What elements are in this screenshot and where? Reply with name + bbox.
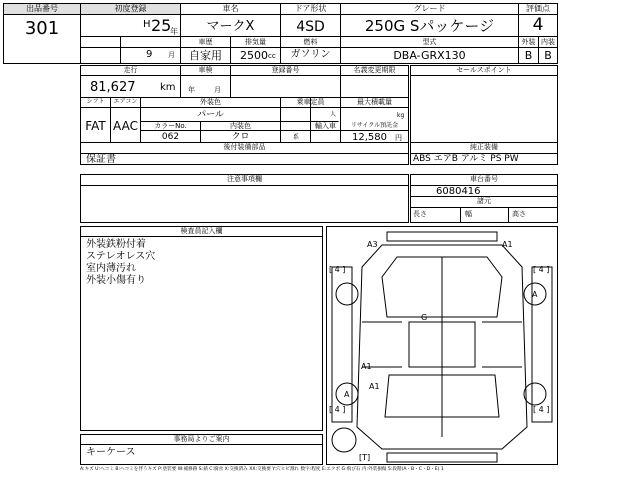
displacement: 2500 [240,49,268,62]
mileage-unit: km [160,82,176,93]
first-reg-label: 初度登録 [114,4,147,13]
car-name: マークX [206,19,255,34]
ext-grade: B [524,49,533,62]
damage-mark: A [532,290,538,299]
dimensions-label: 諸元 [477,197,491,205]
office-label: 事務局よりご案内 [173,435,230,443]
inspection-label: 車検 [198,66,213,74]
inspector-label: 検査員記入欄 [180,227,223,235]
equipment: ABS エアB アルミ PS PW [413,154,519,164]
chassis-number: 6080416 [436,186,481,197]
tire-mark: [ 4 ] [533,265,550,274]
spare-mark: [T] [359,453,371,462]
tire-mark: [ 4 ] [533,405,550,414]
mileage-label: 走行 [123,66,138,74]
model-code: DBA-GRX130 [393,49,466,62]
import-label: 輸入車 [315,122,336,130]
inspector-line: 室内薄汚れ [86,263,136,274]
car-type: 自家用 [189,49,222,62]
displacement-unit: cc [268,52,276,60]
model-label: 型式 [422,38,437,46]
inspector-line: 外装小傷有り [86,275,146,286]
tire-mark: [ 4 ] [329,265,346,274]
length-label: 長さ [413,210,427,218]
year-suffix: 年 [170,27,178,36]
chassis-label: 車台番号 [470,175,498,183]
overall-score: 4 [532,15,544,35]
aftermarket-label: 後付装備部品 [223,143,266,151]
shift-label: シフト [86,98,105,105]
damage-mark: A1 [502,240,513,249]
inspection-year: 年 [188,86,195,94]
era-year: 25 [151,16,172,35]
grade: 250G Sパッケージ [364,17,495,35]
first-reg-month: 9 [146,49,153,60]
ext-grade-label: 外装 [521,38,536,46]
damage-mark: A3 [367,240,378,249]
damage-mark: A1 [369,382,380,391]
equipment-label: 純正装備 [470,143,498,151]
color-number: 062 [161,132,180,142]
mileage: 81,627 [90,80,136,95]
inspector-line: 外装鉄粉付着 [86,239,146,250]
notes-label: 注意事項欄 [227,175,262,183]
capacity-unit: 人 [330,111,337,118]
office-note: キーケース [86,447,136,458]
era: H [143,19,151,30]
lot-label: 出品番号 [26,4,58,13]
displacement-label: 排気量 [245,38,266,46]
recycle-unit: 円 [395,134,402,142]
max-load-label: 最大積載量 [357,98,392,106]
int-color-label: 内装色 [230,122,251,130]
inspector-line: ステレオレス穴 [86,251,156,262]
shift: FAT [85,119,106,133]
damage-mark: A [344,390,350,399]
tire-mark: [ 4 ] [329,405,346,414]
door-label: ドア形状 [294,4,327,13]
int-grade: B [544,49,552,62]
door-type: 4SD [296,19,325,35]
fuel: ガソリン [290,49,331,60]
int-color: クロ [231,132,250,142]
sales-point-label: セールスポイント [456,66,512,74]
damage-mark: G [421,313,428,322]
ac-label: エアコン [113,98,138,105]
fuel-label: 燃料 [303,38,318,46]
width-label: 幅 [465,210,472,218]
air-conditioner: AAC [113,119,138,133]
max-load-unit: kg [397,112,405,119]
capacity-label: 乗車定員 [296,98,325,106]
month-suffix: 月 [168,51,175,59]
lot-number: 301 [24,18,60,39]
int-color-suffix: 系 [293,134,300,141]
height-label: 高さ [512,210,526,218]
reg-number-label: 登録番号 [271,66,300,74]
score-label: 評価点 [526,4,550,13]
legend: A:キズ U:ヘコミ B:ヘコミを伴うキズ P:塗装要 W:補修跡 S:錆 C:腐食 X:交換済み XX:交換要 Y:穴ヒビ割れ 数字:程度 E:エクボ G:飛び石 内:外装損傷 5:段階(A・B・C・D・E) 1 [80,467,444,472]
car-damage-diagram [327,227,557,464]
recycle-label: リサイクル預託金 [350,122,399,129]
warranty: 保証書 [86,154,116,165]
grade-label: グレード [413,4,446,13]
inspection-month: 月 [214,86,221,94]
color-no-label: カラーNo. [154,122,187,130]
ext-color: パール [197,110,224,120]
ext-color-label: 外装色 [200,98,221,106]
damage-mark: A1 [361,362,372,371]
car-name-label: 車名 [222,4,239,13]
car-type-label: 車歴 [198,38,213,46]
int-grade-label: 内装 [541,38,555,46]
owner-change-label: 名義変更期限 [353,66,396,74]
recycle-fee: 12,580 [352,132,387,143]
